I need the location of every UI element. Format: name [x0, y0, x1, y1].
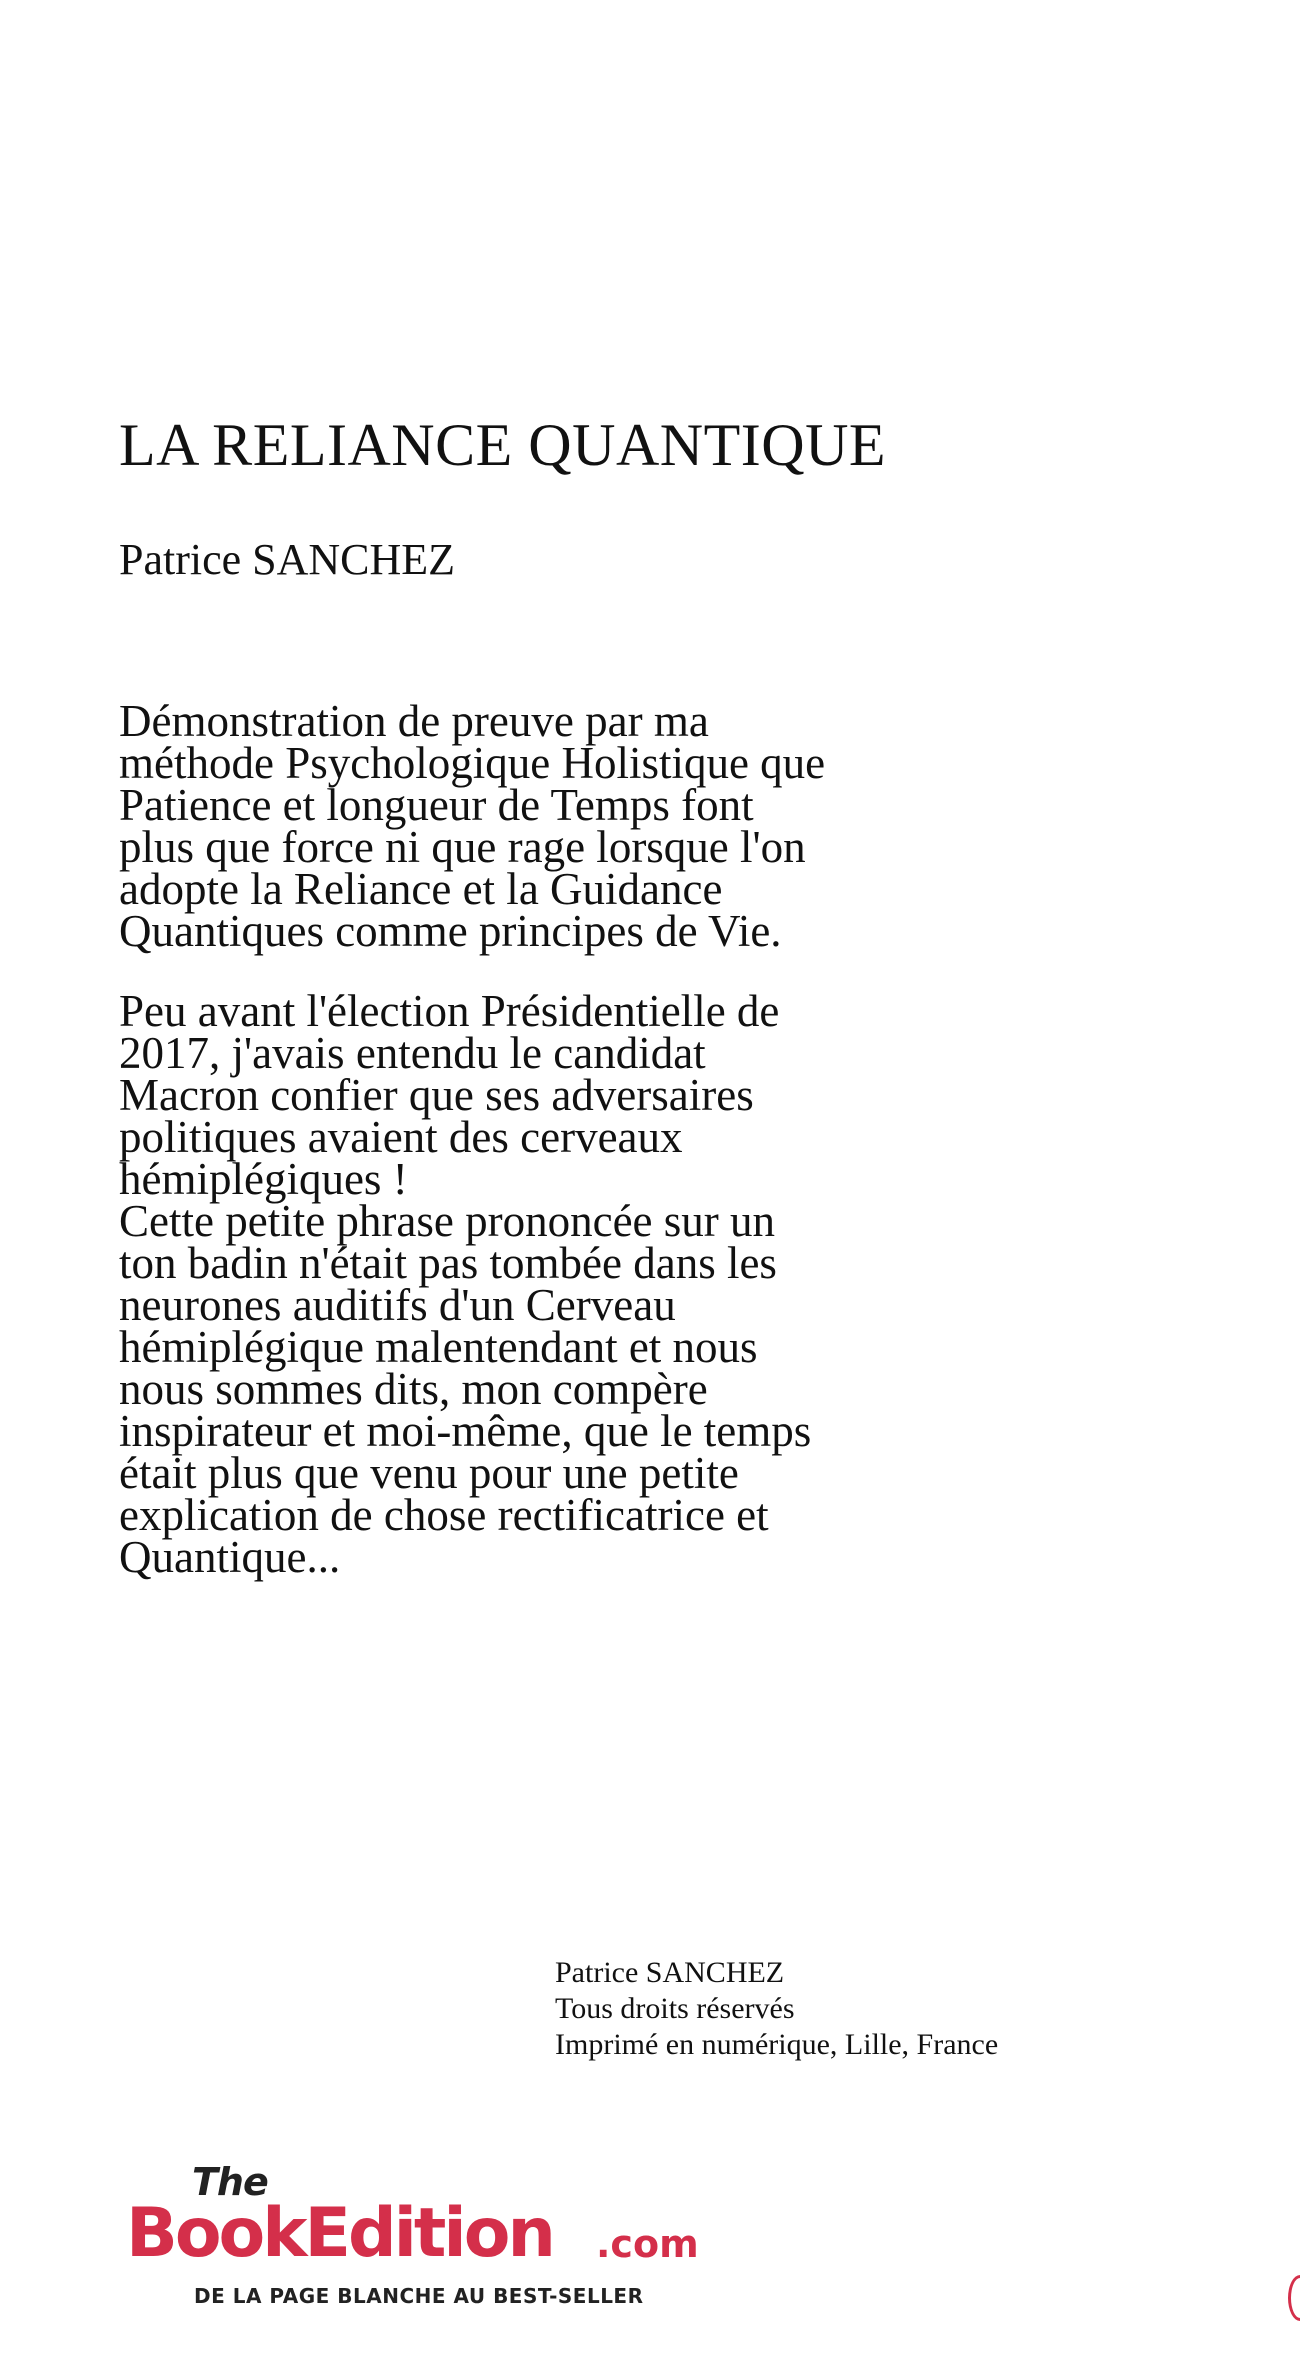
colophon — [555, 1955, 998, 2063]
text-line: Démonstration de preuve par ma — [119, 696, 709, 746]
text-line: Peu avant l'élection Présidentielle de — [119, 986, 780, 1036]
text-line: adopte la Reliance et la Guidance — [119, 864, 723, 914]
text-line: 2017, j'avais entendu le candidat — [119, 1028, 706, 1078]
edge-mark — [1288, 2275, 1300, 2321]
text-line: Cette petite phrase prononcée sur un — [119, 1196, 776, 1246]
text-line: politiques avaient des cerveaux — [119, 1112, 683, 1162]
logo-the: The — [192, 2160, 268, 2204]
text-line: Quantique... — [119, 1532, 341, 1582]
colophon-printed: Imprimé en numérique, Lille, France — [555, 2028, 999, 2061]
book-title: LA RELIANCE QUANTIQUE — [119, 412, 887, 478]
logo-brand: BookEdition — [126, 2194, 553, 2273]
text-line: Patience et longueur de Temps font — [119, 780, 754, 830]
text-line: explication de chose rectificatrice et — [119, 1490, 769, 1540]
text-line: inspirateur et moi-même, que le temps — [119, 1406, 812, 1456]
text-line: méthode Psychologique Holistique que — [119, 738, 826, 788]
text-line: Macron confier que ses adversaires — [119, 1070, 754, 1120]
book-author: Patrice SANCHEZ — [119, 535, 456, 584]
logo-domain: .com — [596, 2222, 699, 2266]
text-line: ton badin n'était pas tombée dans les — [119, 1238, 777, 1288]
text-line: hémiplégiques ! — [119, 1154, 408, 1204]
colophon-rights: Tous droits réservés — [555, 1992, 795, 2025]
summary-paragraph-1 — [119, 696, 979, 956]
text-line: était plus que venu pour une petite — [119, 1448, 739, 1498]
text-line: Quantiques comme principes de Vie. — [119, 906, 782, 956]
text-line: hémiplégique malentendant et nous — [119, 1322, 758, 1372]
text-line: nous sommes dits, mon compère — [119, 1364, 708, 1414]
text-line: neurones auditifs d'un Cerveau — [119, 1280, 676, 1330]
logo-slogan: DE LA PAGE BLANCHE AU BEST-SELLER — [194, 2284, 644, 2308]
colophon-author: Patrice SANCHEZ — [555, 1956, 785, 1989]
text-line: plus que force ni que rage lorsque l'on — [119, 822, 806, 872]
publisher-logo — [126, 2160, 706, 2310]
summary-paragraph-2 — [119, 986, 979, 1582]
